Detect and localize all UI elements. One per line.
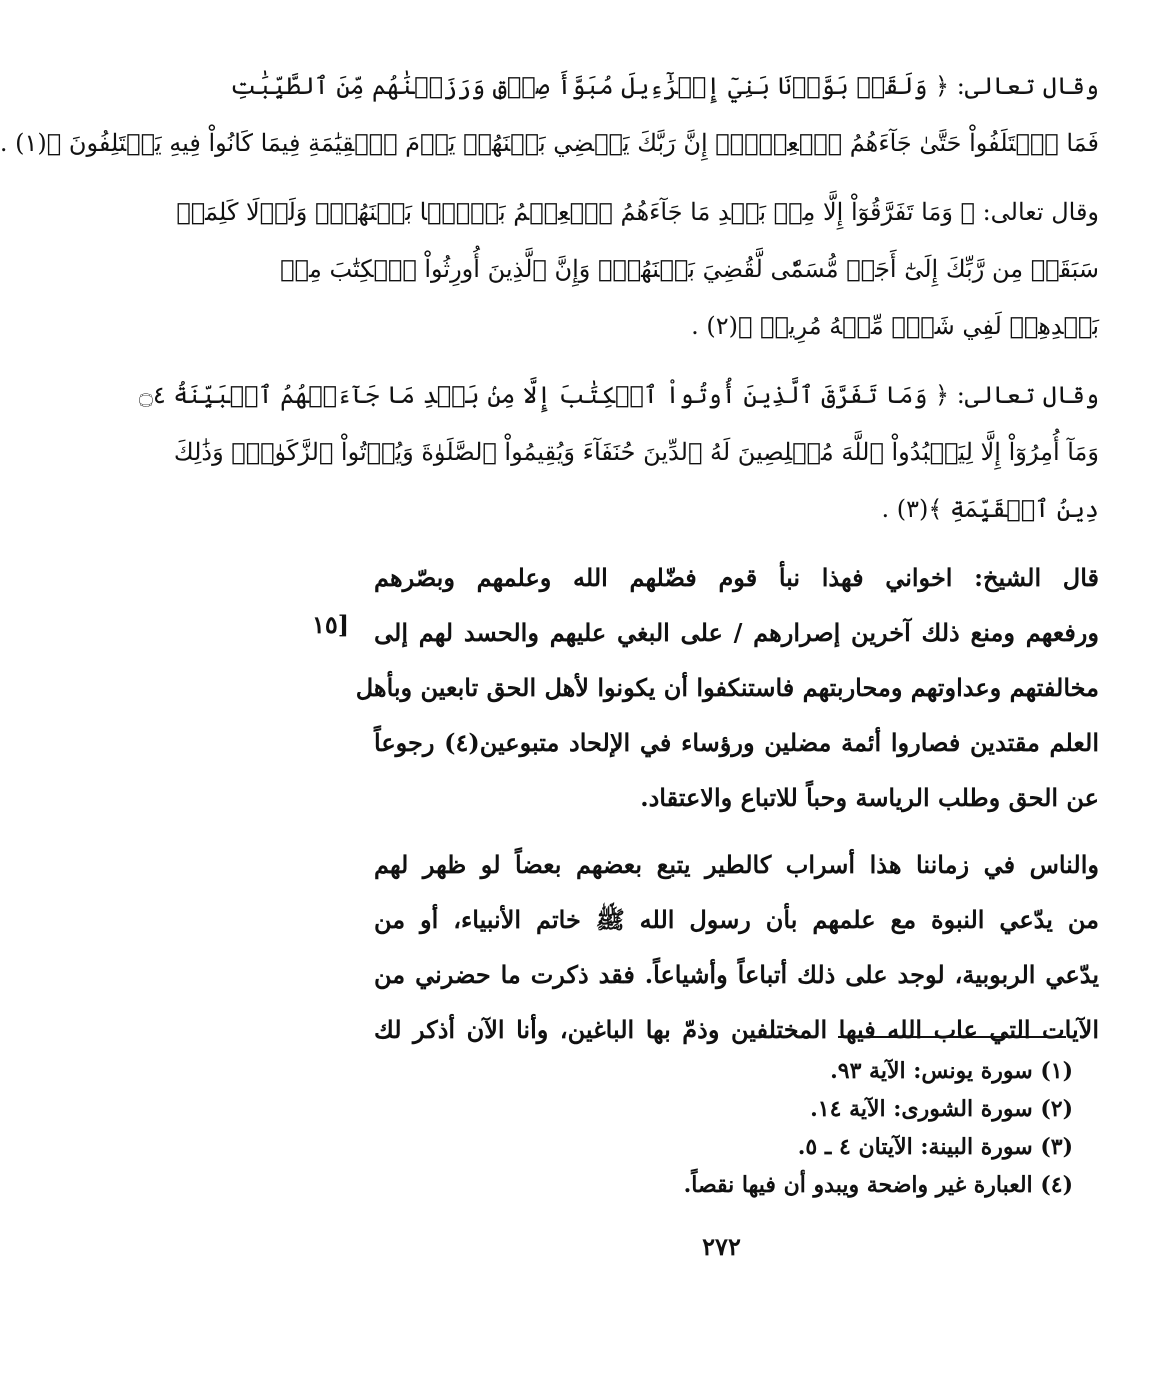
paragraph-line: الآيات التي عاب الله فيها المختلفين وذمّ بها الباغين، وأنا الآن أذكر لك [374, 1015, 1099, 1044]
paragraph-line-with-marker [374, 605, 1099, 660]
footnote-item: (١) سورة يونس: الآية ٩٣. [830, 1058, 1073, 1084]
quote-line: وقال تعالى: ﴿ وَلَقَدۡ بَوَّأۡنَا بَنِيٓ إِسۡرَٰٓءِيلَ مُبَوَّأَ صِدۡقٖ وَرَزَقۡنَٰهُم مِّنَ ٱلطَّيِّبَٰتِ [230, 72, 1099, 100]
paragraph-line: العلم مقتدين فصاروا أئمة مضلين ورؤساء في الإلحاد متبوعين(٤) رجوعاً [374, 728, 1099, 757]
footnote-item: (٢) سورة الشورى: الآية ١٤. [810, 1096, 1073, 1122]
paragraph-line: عن الحق وطلب الرياسة وحباً للاتباع والاعتقاد. [640, 783, 1099, 812]
paragraph-line: قال الشيخ: اخواني فهذا نبأ قوم فضّلهم الله وعلمهم وبصّرهم [374, 563, 1099, 592]
quran-quote-1 [0, 58, 1099, 172]
paragraph-sheikh [355, 550, 1099, 825]
footnote-divider [838, 1036, 1066, 1038]
quote-line: وَمَآ أُمِرُوٓاْ إِلَّا لِيَعۡبُدُواْ ٱللَّهَ مُخۡلِصِينَ لَهُ ٱلدِّينَ حُنَفَآءَ وَيُقِيمُواْ ٱلصَّلَوٰةَ وَيُؤۡتُواْ ٱلزَّكَوٰةَۚ وَذَٰلِكَ [173, 438, 1099, 466]
quran-quote-2 [176, 184, 1099, 355]
paragraph-line: ورفعهم ومنع ذلك آخرين إصرارهم / على البغي عليهم والحسد لهم إلى [374, 618, 1099, 647]
paragraph-line: والناس في زماننا هذا أسراب كالطير يتبع بعضهم بعضاً لو ظهر لهم [374, 850, 1099, 879]
paragraph-line: مخالفتهم وعداوتهم ومحاربتهم فاستنكفوا أن يكونوا لأهل الحق تابعين وبأهل [355, 673, 1099, 702]
quote-line: دِينُ ٱلۡقَيِّمَةِ ﴾(٣) . [881, 495, 1099, 523]
quote-line: سَبَقَتۡ مِن رَّبِّكَ إِلَىٰٓ أَجَلٖ مُّسَمّٗى لَّقُضِيَ بَيۡنَهُمۡۚ وَإِنَّ ٱلَّذِينَ أُورِثُواْ ٱلۡكِتَٰبَ مِنۢ [280, 255, 1099, 283]
quote-line: فَمَا ٱخۡتَلَفُواْ حَتَّىٰ جَآءَهُمُ ٱلۡعِلۡمُۚ إِنَّ رَبَّكَ يَقۡضِي بَيۡنَهُمۡ يَوۡمَ ٱلۡقِيَٰمَةِ فِيمَا كَانُواْ فِيهِ يَخۡتَلِفُونَ ﴾(١) . [0, 129, 1099, 157]
quran-quote-3 [138, 367, 1099, 538]
footnote-item: (٤) العبارة غير واضحة ويبدو أن فيها نقصاً. [683, 1172, 1073, 1198]
paragraph-line: من يدّعي النبوة مع علمهم بأن رسول الله ﷺ خاتم الأنبياء، أو من [374, 905, 1099, 934]
footnote-item: (٣) سورة البينة: الآيتان ٤ ـ ٥. [797, 1134, 1073, 1160]
quote-line: وقال تعالى: ﴿ وَمَا تَفَرَّقَ ٱلَّذِينَ أُوتُواْ ٱلۡكِتَٰبَ إِلَّا مِنۢ بَعۡدِ مَا جَآءَتۡهُمُ ٱلۡبَيِّنَةُ ۝٤ [138, 381, 1099, 409]
footnotes [482, 1052, 1073, 1204]
paragraph-people [374, 837, 1099, 1057]
quote-line: وقال تعالى: ﴿ وَمَا تَفَرَّقُوٓاْ إِلَّا مِنۢ بَعۡدِ مَا جَآءَهُمُ ٱلۡعِلۡمُ بَغۡيَۢا بَيۡنَهُمۡۚ وَلَوۡلَا كَلِمَةٞ [176, 198, 1099, 226]
quote-line: بَعۡدِهِمۡ لَفِي شَكّٖ مِّنۡهُ مُرِيبٖ ﴾(٢) . [691, 312, 1099, 340]
paragraph-line: يدّعي الربوبية، لوجد على ذلك أتباعاً وأشياعاً. فقد ذكرت ما حضرني من [374, 960, 1099, 989]
page-number: ٢٧٢ [702, 1232, 741, 1261]
manuscript-page-marker: [١٥ [312, 610, 350, 639]
